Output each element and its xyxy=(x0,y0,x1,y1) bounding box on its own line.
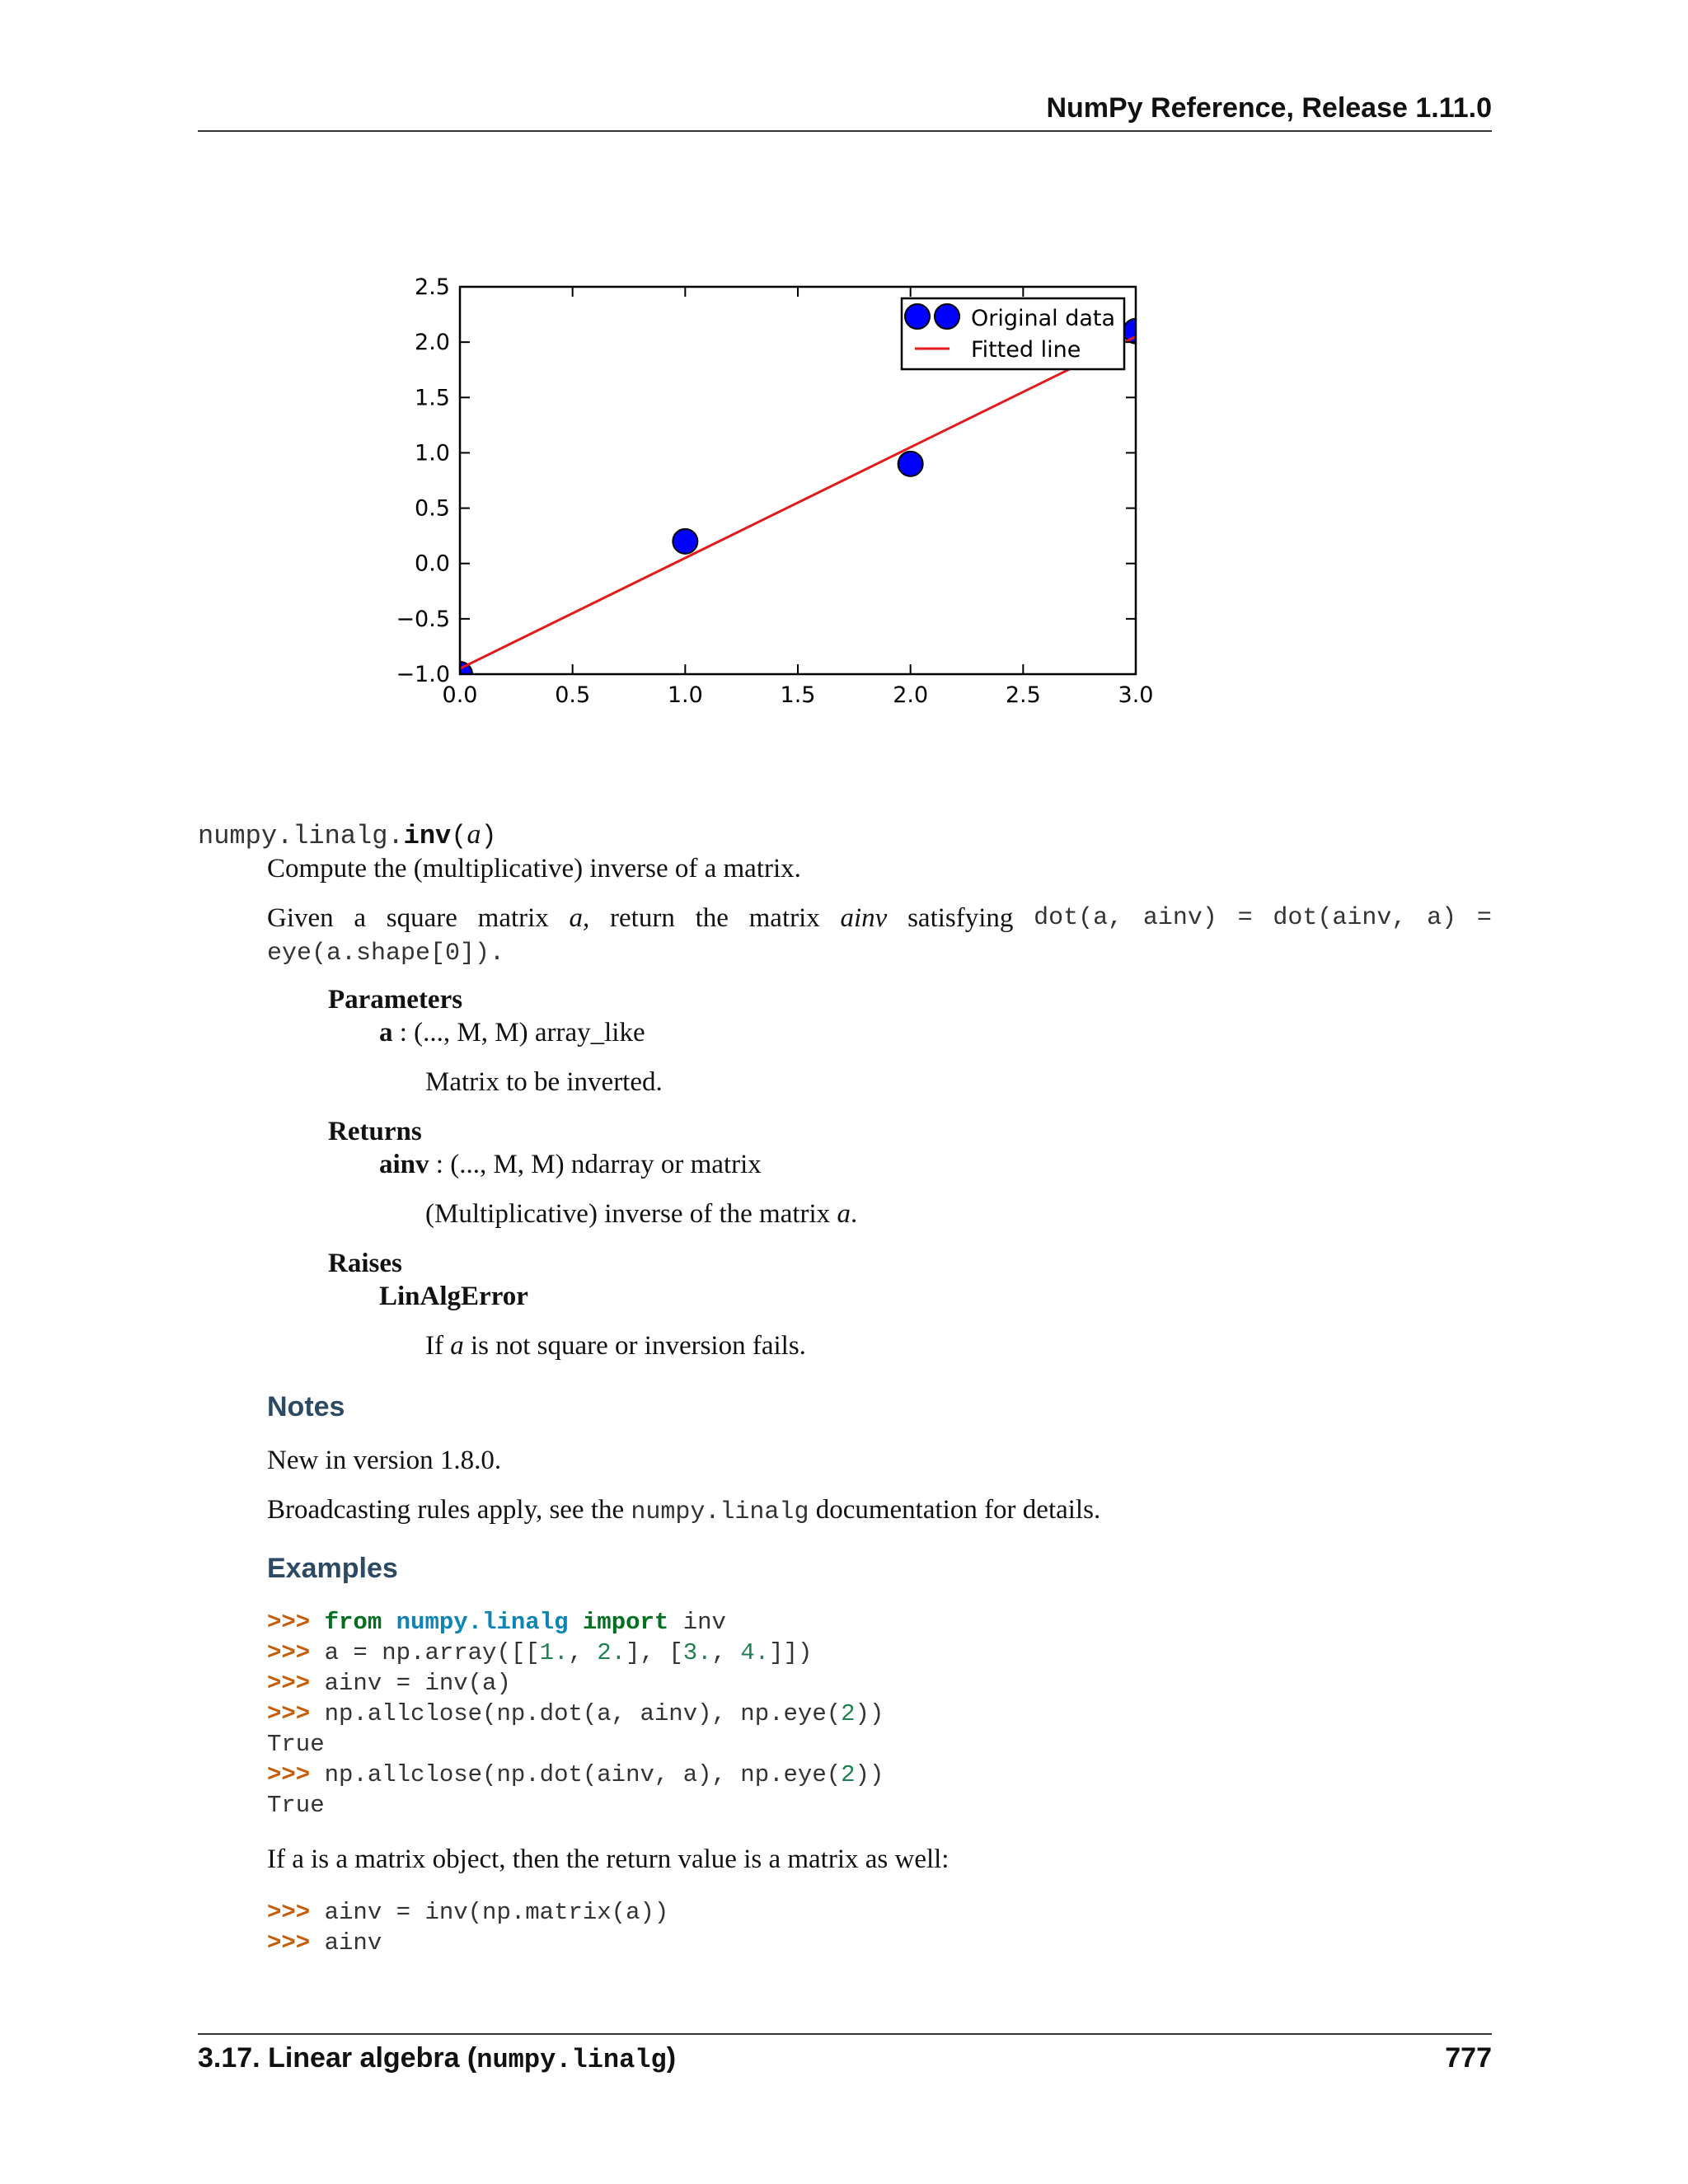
notes-version: New in version 1.8.0. xyxy=(267,1446,502,1475)
header-rule xyxy=(198,130,1492,132)
raises-heading: Raises xyxy=(328,1249,402,1278)
fitted-line-chart xyxy=(363,264,1170,725)
y-tick-label-2: 0.0 xyxy=(415,551,450,577)
parameter-a-description: Matrix to be inverted. xyxy=(425,1067,663,1097)
given-paragraph xyxy=(267,902,1492,970)
matrix-note: If a is a matrix object, then the return value is a matrix as well: xyxy=(267,1844,950,1874)
examples-heading: Examples xyxy=(267,1553,398,1584)
matrix-code-line-2: >>> ainv xyxy=(267,1929,382,1957)
matrix-code-line-1: >>> ainv = inv(np.matrix(a)) xyxy=(267,1899,669,1926)
code-line-2: >>> a = np.array([[1., 2.], [3., 4.]]) xyxy=(267,1639,813,1666)
footer-section-title: 3.17. Linear algebra (numpy.linalg) xyxy=(198,2042,677,2075)
return-ainv: ainv : (..., M, M) ndarray or matrix xyxy=(379,1150,762,1179)
notes-broadcasting: Broadcasting rules apply, see the numpy.linalg documentation for details. xyxy=(267,1495,1101,1526)
y-tick-label-3: 0.5 xyxy=(415,495,450,522)
y-tick-label-1: −0.5 xyxy=(396,606,450,632)
chart-legend xyxy=(902,298,1124,369)
function-signature xyxy=(198,819,497,851)
plot-area xyxy=(448,319,1148,687)
footer-rule xyxy=(198,2033,1492,2035)
legend-label-original: Original data xyxy=(971,306,1116,331)
signature-close-paren: ) xyxy=(481,821,497,851)
code-line-3: >>> ainv = inv(a) xyxy=(267,1670,511,1697)
y-tick-label-7: 2.5 xyxy=(415,274,450,300)
data-point-2 xyxy=(898,452,923,476)
examples-code-block xyxy=(267,1607,884,1821)
parameter-a: a : (..., M, M) array_like xyxy=(379,1018,645,1047)
raises-linalgerror: LinAlgError xyxy=(379,1282,528,1311)
signature-open-paren: ( xyxy=(451,821,467,851)
function-description: Compute the (multiplicative) inverse of a matrix. xyxy=(267,854,801,883)
signature-arg: a xyxy=(467,819,481,850)
x-tick-label-4: 2.0 xyxy=(893,682,929,708)
raises-description: If a is not square or inversion fails. xyxy=(425,1331,806,1361)
given-line-1: Given a square matrix a, return the matrix ainv satisfying dot(a, ainv) = dot(ainv, a) = xyxy=(267,903,1492,933)
code-line-4: >>> np.allclose(np.dot(a, ainv), np.eye(2)) xyxy=(267,1700,884,1727)
x-tick-label-0: 0.0 xyxy=(442,682,478,708)
matrix-code-block xyxy=(267,1897,668,1958)
fitted-line xyxy=(460,336,1136,668)
code-line-5: >>> np.allclose(np.dot(ainv, a), np.eye(2)) xyxy=(267,1761,884,1788)
y-tick-label-4: 1.0 xyxy=(415,440,450,466)
legend-marker-original-1 xyxy=(905,304,930,329)
page-header-title: NumPy Reference, Release 1.11.0 xyxy=(1046,92,1492,124)
given-line-2: eye(a.shape[0]). xyxy=(267,940,505,968)
notes-numpy-linalg-link[interactable]: numpy.linalg xyxy=(631,1498,809,1526)
legend-label-fitted: Fitted line xyxy=(971,337,1081,363)
signature-function: inv xyxy=(403,821,452,851)
x-tick-label-6: 3.0 xyxy=(1118,682,1154,708)
notes-heading: Notes xyxy=(267,1391,345,1422)
code-output-2: True xyxy=(267,1792,325,1819)
returns-heading: Returns xyxy=(328,1117,422,1146)
return-ainv-description: (Multiplicative) inverse of the matrix a. xyxy=(425,1199,858,1229)
footer-page-number: 777 xyxy=(1445,2042,1492,2074)
x-tick-label-2: 1.0 xyxy=(667,682,703,708)
y-tick-label-6: 2.0 xyxy=(415,330,450,356)
x-tick-label-1: 0.5 xyxy=(555,682,591,708)
data-point-1 xyxy=(673,529,697,554)
code-output-1: True xyxy=(267,1731,325,1758)
parameters-heading: Parameters xyxy=(328,985,463,1015)
x-tick-label-3: 1.5 xyxy=(780,682,816,708)
y-tick-label-5: 1.5 xyxy=(415,385,450,411)
code-line-1: >>> from numpy.linalg import inv xyxy=(267,1609,726,1636)
signature-module: numpy.linalg. xyxy=(198,821,404,851)
y-tick-label-0: −1.0 xyxy=(396,662,450,687)
legend-marker-original-2 xyxy=(935,304,959,329)
x-tick-label-5: 2.5 xyxy=(1005,682,1041,708)
